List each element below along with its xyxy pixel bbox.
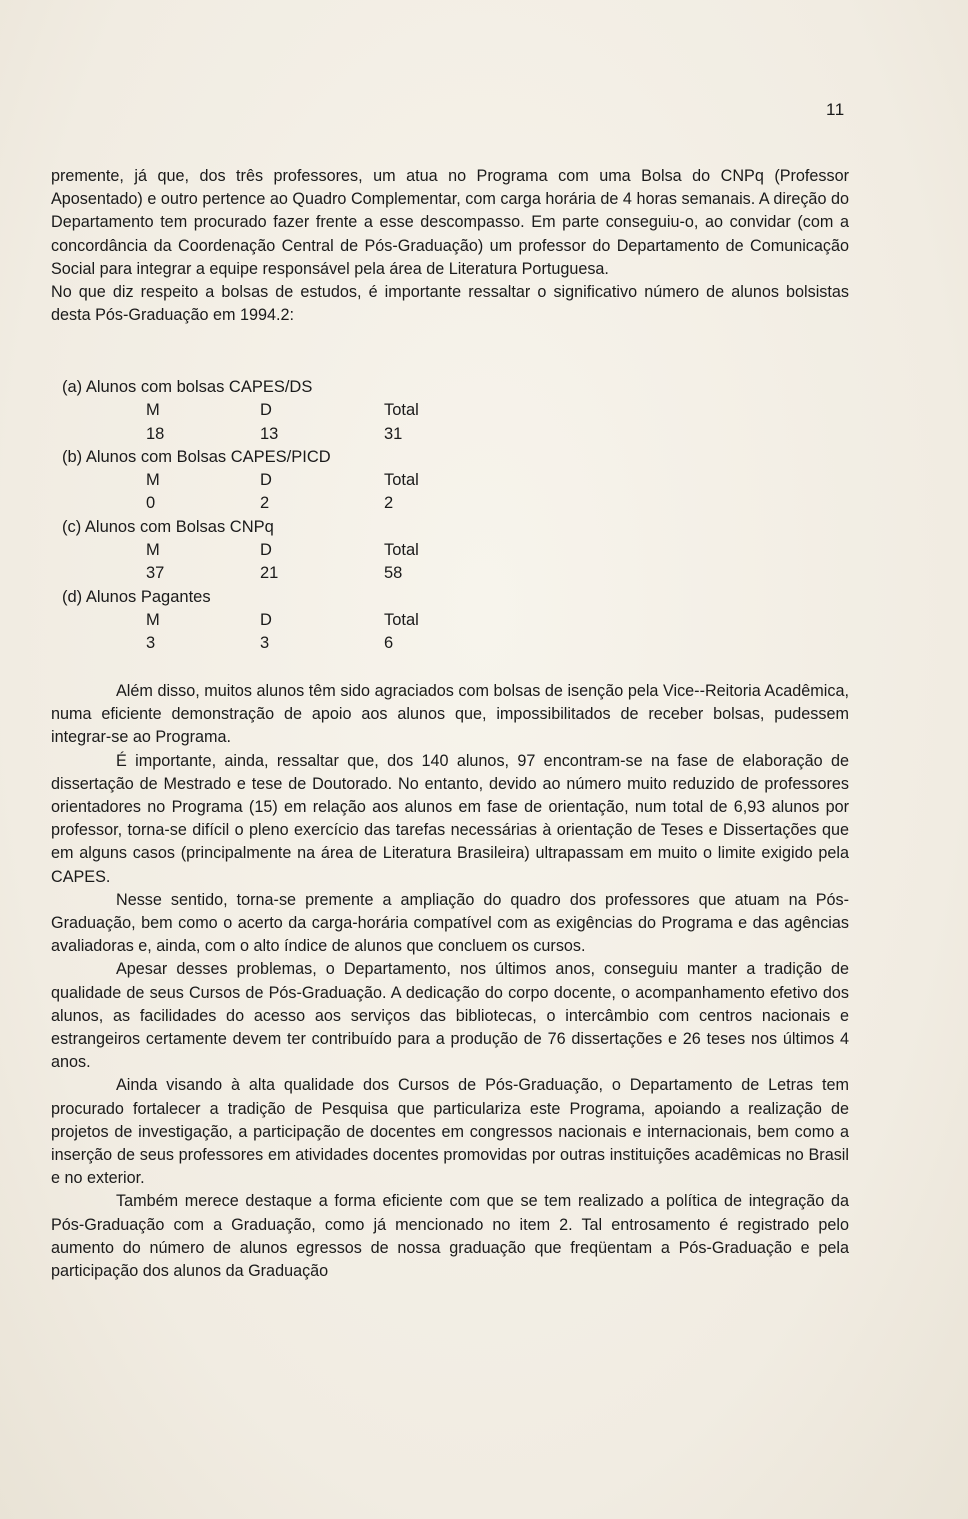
value-m: 0 (146, 494, 156, 513)
page-number: 11 (826, 100, 845, 119)
grant-values-row (62, 632, 482, 655)
header-total: Total (384, 610, 419, 629)
header-d: D (260, 610, 272, 629)
grant-header-row (62, 399, 482, 422)
value-m: 37 (146, 564, 165, 583)
grant-header-row (62, 469, 482, 492)
header-d: D (260, 401, 272, 420)
grant-header-row (62, 539, 482, 562)
header-d: D (260, 541, 272, 560)
grant-title: (a) Alunos com bolsas CAPES/DS (62, 378, 313, 396)
body-paragraph: Além disso, muitos alunos têm sido agraciados com bolsas de isenção pela Vice--Reitoria Acadêmica, numa eficiente demonstração de apoio aos alunos que, impossibilitados de receber bolsas, pudessem integrar-se ao Programa. (51, 682, 849, 747)
body-paragraph: Apesar desses problemas, o Departamento, nos últimos anos, conseguiu manter a tradição de qualidade de seus Cursos de Pós-Graduação. A dedicação do corpo docente, o acompanhamento efetivo dos alunos, as facilidades do acesso aos serviços das bibliotecas, o intercâmbio com centros nacionais e estrangeiros certamente devem ter contribuído para a produção de 76 dissertações e 26 teses nos últimos 4 anos. (51, 960, 849, 1072)
header-total: Total (384, 401, 419, 420)
grant-header-row (62, 609, 482, 632)
value-m: 3 (146, 634, 156, 653)
grant-title: (d) Alunos Pagantes (62, 587, 211, 606)
value-total: 31 (384, 424, 403, 443)
header-total: Total (384, 471, 419, 490)
value-d: 3 (260, 634, 270, 653)
grant-group-cnpq (62, 516, 482, 586)
grant-group-paying-students (62, 586, 482, 656)
value-m: 18 (146, 424, 165, 443)
grant-values-row (62, 562, 482, 585)
grant-group-capes-picd (62, 446, 482, 516)
scholarship-intro-paragraph: No que diz respeito a bolsas de estudos, é importante ressaltar o significativo número de alunos bolsistas desta Pós-Graduação em 1994.2: (51, 283, 849, 325)
body-paragraph: Também merece destaque a forma eficiente com que se tem realizado a política de integração da Pós-Graduação com a Graduação, como já mencionado no item 2. Tal entrosamento é registrado pelo aumento do número de alunos egressos de nossa graduação que freqüentam a Pós-Graduação e pela participação dos alunos da Graduação (51, 1192, 849, 1281)
body-paragraph: É importante, ainda, ressaltar que, dos 140 alunos, 97 encontram-se na fase de elaboração de dissertação de Mestrado e tese de Doutorado. No entanto, devido ao número muito reduzido de professores orientadores no Programa (15) em relação aos alunos em fase de orientação, num total de 6,93 alunos por professor, torna-se difícil o pleno exercício das tarefas necessárias à orientação de Teses e Dissertações que em alguns casos (principalmente na área de Literatura Brasileira) ultrapassam em muito o limite exigido pela CAPES. (51, 751, 849, 886)
value-total: 58 (384, 564, 403, 583)
header-m: M (146, 541, 160, 560)
header-m: M (146, 471, 160, 490)
value-total: 2 (384, 494, 394, 513)
body-paragraph: Ainda visando à alta qualidade dos Cursos de Pós-Graduação, o Departamento de Letras tem procurado fortalecer a tradição de Pesquisa que particulariza este Programa, apoiando a realização de projetos de investigação, a participação de docentes em congressos nacionais e internacionais, bem como a inserção de seus professores em atividades docentes promovidas por outras instituições acadêmicas no Brasil e no exterior. (51, 1076, 849, 1188)
bottom-text-section (51, 680, 849, 1283)
value-d: 2 (260, 494, 270, 513)
value-d: 13 (260, 424, 279, 443)
header-m: M (146, 610, 160, 629)
header-d: D (260, 471, 272, 490)
header-m: M (146, 401, 160, 420)
grant-group-capes-ds (62, 376, 482, 446)
grant-values-row (62, 423, 482, 446)
grant-title: (c) Alunos com Bolsas CNPq (62, 517, 274, 536)
grant-values-row (62, 492, 482, 515)
body-paragraph: Nesse sentido, torna-se premente a ampliação do quadro dos professores que atuam na Pós-Graduação, bem como o acerto da carga-horária compatível com as exigências do Programa e das agências avaliadoras e, ainda, com o alto índice de alunos que concluem os cursos. (51, 890, 849, 956)
grant-title: (b) Alunos com Bolsas CAPES/PICD (62, 447, 331, 466)
intro-paragraph: premente, já que, dos três professores, um atua no Programa com uma Bolsa do CNPq (Professor Aposentado) e outro pertence ao Quadro Complementar, com carga horária de 4 horas semanais. A direção do Departamento tem procurado fazer frente a esse descompasso. Em parte conseguiu-o, ao convidar (com a concordância da Coordenação Central de Pós-Graduação) um professor do Departamento de Comunicação Social para integrar a equipe responsável pela área de Literatura Portuguesa. (51, 167, 849, 278)
scholarship-list (62, 376, 482, 656)
header-total: Total (384, 541, 419, 560)
top-text-section (51, 165, 849, 327)
value-d: 21 (260, 564, 279, 583)
value-total: 6 (384, 634, 394, 653)
